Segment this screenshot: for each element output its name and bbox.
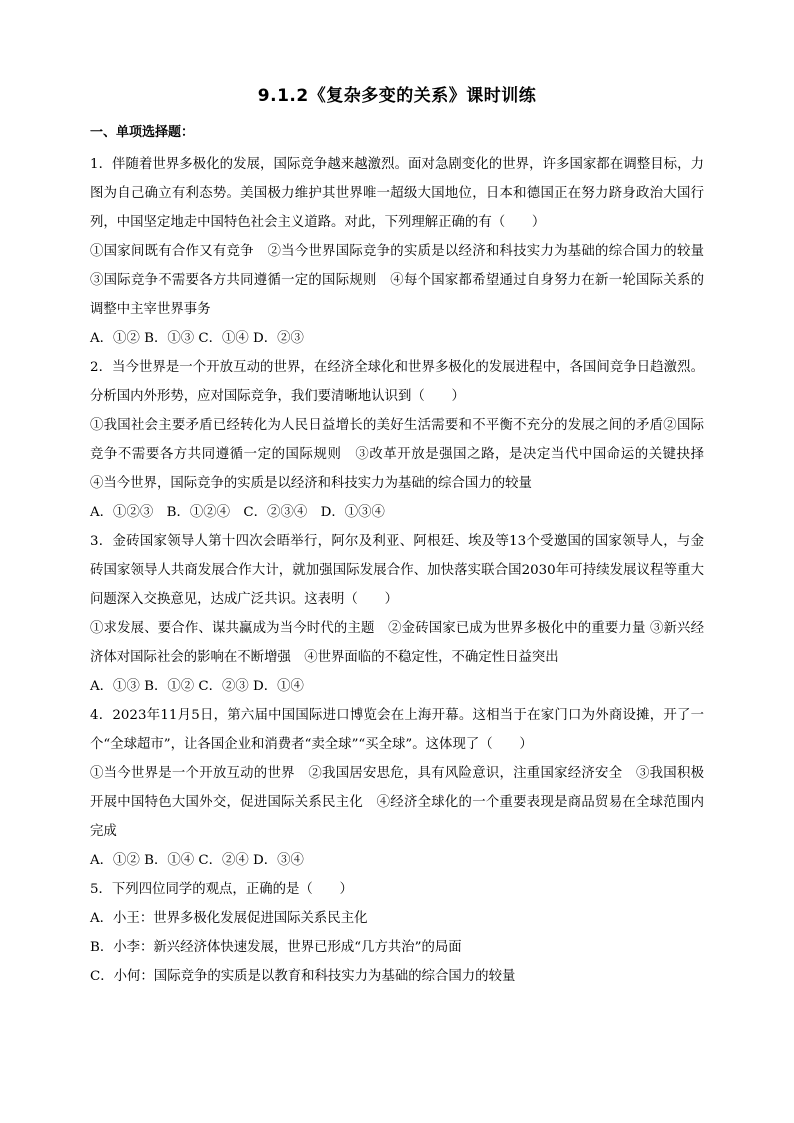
question-statements: ①求发展、要合作、谋共赢成为当今时代的主题 ②金砖国家已成为世界多极化中的重要力量 ③新兴经济体对国际社会的影响在不断增强 ④世界面临的不稳定性，不确定性日益突出 — [90, 621, 704, 665]
question-stem: 5．下列四位同学的观点，正确的是（ ） — [90, 882, 353, 897]
question-stem: 3．金砖国家领导人第十四次会晤举行，阿尔及利亚、阿根廷、埃及等13个受邀国的国家领导人，与金砖国家领导人共商发展合作大计，就加强国际发展合作、加快落实联合国2030年可持续发展议程等重大问题深入交换意见，达成广泛共识。这表明（ ） — [90, 534, 704, 607]
question-1 — [90, 150, 718, 353]
question-options: A．①② B．①④ C．②④ D．③④ — [90, 853, 304, 868]
document-page — [90, 84, 718, 991]
choice-c: C．小何：国际竞争的实质是以教育和科技实力为基础的综合国力的较量 — [90, 969, 516, 984]
question-2 — [90, 353, 718, 527]
question-options: A．①② B．①③ C．①④ D．②③ — [90, 331, 304, 346]
question-5 — [90, 875, 704, 991]
document-title: 9.1.2《复杂多变的关系》课时训练 — [257, 86, 537, 106]
question-4 — [90, 701, 704, 875]
question-options: A．①②③ B．①②④ C．②③④ D．①③④ — [90, 505, 385, 520]
section-heading: 一、单项选择题： — [90, 125, 195, 140]
choice-b: B．小李：新兴经济体快速发展，世界已形成“几方共治”的局面 — [90, 940, 462, 955]
question-stem: 4．2023年11月5日，第六届中国国际进口博览会在上海开幕。这相当于在家门口为外商设摊，开了一个“全球超市”，让各国企业和消费者“卖全球”“买全球”。这体现了（ ） — [90, 708, 704, 752]
question-statements: ①国家间既有合作又有竞争 ②当今世界国际竞争的实质是以经济和科技实力为基础的综合国力的较量 ③国际竞争不需要各方共同遵循一定的国际规则 ④每个国家都希望通过自身努力在新一轮国际关系的调整中主宰世界事务 — [90, 244, 718, 317]
question-3 — [90, 527, 704, 701]
question-statements: ①当今世界是一个开放互动的世界 ②我国居安思危，具有风险意识，注重国家经济安全 ③我国积极开展中国特色大国外交，促进国际关系民主化 ④经济全球化的一个重要表现是商品贸易在全球范围内完成 — [90, 766, 704, 839]
choice-a: A．小王：世界多极化发展促进国际关系民主化 — [90, 911, 368, 926]
question-statements: ①我国社会主要矛盾已经转化为人民日益增长的美好生活需要和不平衡不充分的发展之间的矛盾②国际竞争不需要各方共同遵循一定的国际规则 ③改革开放是强国之路，是决定当代中国命运的关键抉择 ④当今世界，国际竞争的实质是以经济和科技实力为基础的综合国力的较量 — [90, 418, 718, 491]
question-stem: 2．当今世界是一个开放互动的世界，在经济全球化和世界多极化的发展进程中，各国间竞争日趋激烈。分析国内外形势，应对国际竞争，我们要清晰地认识到（ ） — [90, 360, 704, 404]
question-options: A．①③ B．①② C．②③ D．①④ — [90, 679, 304, 694]
question-stem: 1．伴随着世界多极化的发展，国际竞争越来越激烈。面对急剧变化的世界，许多国家都在调整目标，力图为自己确立有利态势。美国极力维护其世界唯一超级大国地位，日本和德国正在努力跻身政治大国行列，中国坚定地走中国特色社会主义道路。对此，下列理解正确的有（ ） — [90, 157, 704, 230]
